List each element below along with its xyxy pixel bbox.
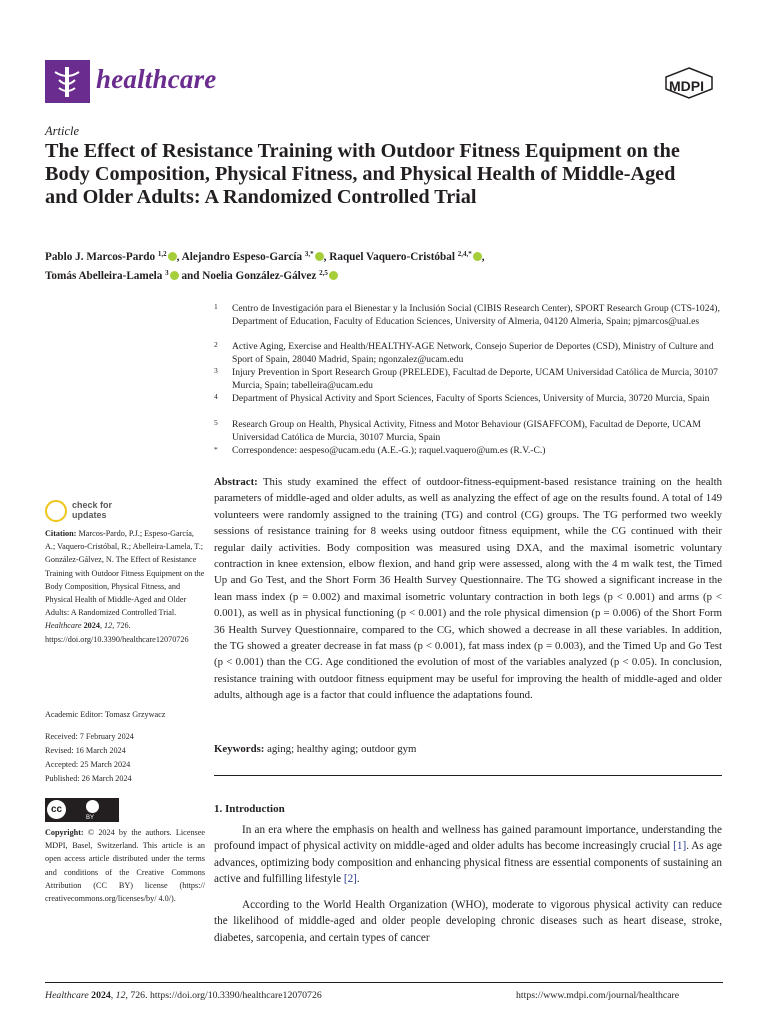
citation-block: Citation: Marcos-Pardo, P.J.; Espeso-García, A.; Vaquero-Cristóbal, R.; Abelleira-Lamela, T.; González-Gálvez, N. The Effect of Resistance Training with Outdoor Fitness Equipment on the Body Composition, Physical Fitness, and Physical Health of Middle-Aged and Older Adults: A Randomized Controlled Trial. Healthcare 2024, 12, 726. https://doi.org/10.3390/healthcare12070726 — [45, 529, 205, 644]
affiliation-text: Centro de Investigación para el Bienestar y la Inclusión Social (CIBIS Research Center), SPORT Research Group (CTS-1024), Department of Education, Faculty of Education Sciences, University of Almeria, 04120 Almeria, Spain; pjmarcos@ual.es — [232, 303, 720, 327]
check-for-updates-label[interactable]: updates — [72, 510, 107, 520]
affiliation-number: 5 — [214, 418, 218, 427]
affiliation-number: 2 — [214, 340, 218, 349]
article-type: Article — [45, 124, 80, 138]
footer-citation: Healthcare 2024, 12, 726. https://doi.org/10.3390/healthcare12070726 — [45, 990, 322, 1001]
received-date: Received: 7 February 2024 — [45, 732, 134, 741]
accepted-date: Accepted: 25 March 2024 — [45, 760, 131, 769]
section-heading: 1. Introduction — [214, 803, 285, 815]
citation-doi[interactable]: , 726. https://doi.org/10.3390/healthcare12070726 — [45, 621, 189, 644]
check-for-updates-label[interactable]: check for — [72, 500, 113, 510]
author-name[interactable]: Raquel Vaquero-Cristóbal — [329, 251, 455, 263]
paragraph-text: . — [356, 872, 360, 885]
abstract-label: Abstract: — [214, 476, 258, 488]
caduceus-icon — [45, 60, 90, 103]
orcid-icon[interactable] — [473, 252, 482, 261]
paragraph: According to the World Health Organization (WHO), moderate to vigorous physical activity can reduce the likelihood of middle-aged and older people developing chronic diseases such as heart disease, stroke, diabetes, sarcopenia, and certain types of cancer — [214, 899, 722, 944]
published-date: Published: 26 March 2024 — [45, 774, 132, 783]
journal-logo — [45, 60, 90, 103]
keywords — [214, 743, 722, 755]
revised-date: Revised: 16 March 2024 — [45, 746, 126, 755]
footer-divider — [45, 982, 723, 983]
affiliation-text: Department of Physical Activity and Sport Sciences, Faculty of Sports Sciences, University of Murcia, 30720 Murcia, Spain — [232, 393, 710, 404]
paragraph-text: In an era where the emphasis on health and wellness has gained paramount importance, understanding the profound impact of physical activity on middle-aged and older adults has become increasingly crucial — [214, 824, 722, 853]
author-affiliation-sup: 2,5 — [319, 269, 328, 277]
copyright-block — [45, 826, 205, 905]
keywords-text: aging; healthy aging; outdoor gym — [267, 743, 417, 755]
citation-year: 2024 — [83, 621, 100, 631]
citation-label: Citation: — [45, 529, 77, 538]
author-list: Pablo J. Marcos-Pardo $^{1,2}$ , Alejandro Espeso-García $^{3,*}$ , Raquel Vaquero-Cristóbal $^{2,4,*}$ , Tomás Abelleira-Lamela $^3$ and Noelia González-Gálvez $^{2,5}$ — [45, 250, 485, 282]
orcid-icon[interactable] — [329, 271, 338, 280]
citation-volume: 12 — [104, 621, 113, 631]
footer-journal: Healthcare — [45, 990, 89, 1001]
citation-journal: Healthcare — [45, 621, 82, 631]
affiliation-number: 3 — [214, 366, 218, 375]
copyright-label: Copyright: — [45, 828, 84, 837]
author-name[interactable]: Noelia González-Gálvez — [202, 270, 317, 282]
copyright-text: © 2024 by the authors. Licensee MDPI, Basel, Switzerland. This article is an open access article distributed under the terms and conditions of the Creative Commons Attribution (CC BY) license (https:// creativecommons.org/licenses/by/ 4.0/). — [45, 828, 205, 904]
author-affiliation-sup: 1,2 — [157, 250, 167, 258]
page-title: The Effect of Resistance Training with Outdoor Fitness Equipment on the Body Composition, Physical Fitness, and Physical Health of Middle-Aged and Older Adults: A Randomized Controlled Trial — [45, 140, 680, 208]
cc-icon: cc — [47, 800, 66, 819]
by-label: BY — [86, 815, 95, 821]
check-for-updates-icon[interactable] — [45, 500, 67, 522]
keywords-label: Keywords: — [214, 743, 265, 755]
abstract-text: This study examined the effect of outdoor-fitness-equipment-based resistance training on the health parameters of middle-aged and older adults, as well as analyzing the effect of age on the results found. A total of 149 volunteers were randomly assigned to the training (TG) and control (CG) groups. The TG performed two weekly sessions of resistance training for 8 weeks using outdoor fitness equipment, while the CG continued with their regular daily activities. Body composition was measured using DXA, and the maximal isometric voluntary contraction in knee extension, elbow flexion, and hand grip were assessed, along with the 4 m walk test, the Timed Up and Go Test, and the Short Form 36 Health Survey Questionnaire. The TG showed a significant increase in the lean mass index (p = 0.002) and maximal isometric voluntary contraction in both legs (p < 0.001) and arms (p < 0.001), as well as in physical functioning (p < 0.001) and the role physical dimension (p = 0.006) of the Short Form 36 Health Survey Questionnaire, compared to the CG, which showed a decrease in all these variables. In addition, the TG showed a greater decrease in fat mass (p < 0.001), fat mass index (p = 0.003), and the Timed Up and Go Test (p < 0.001) than the CG. Age conditioned the evolution of most of the variables analyzed (p < 0.05). In conclusion, resistance training with outdoor fitness equipment may be useful for improving the health of middle-aged and older adults, although age is a factor that could influence the adaptations found. — [214, 476, 722, 702]
abstract — [214, 474, 722, 704]
correspondence-text: Correspondence: aespeso@ucam.edu (A.E.-G.); raquel.vaquero@um.es (R.V.-C.) — [232, 445, 546, 456]
affiliation-text: Active Aging, Exercise and Health/HEALTHY-AGE Network, Consejo Superior de Deportes (CSD), Ministry of Culture and Sport of Spain, 28040 Madrid, Spain; ngonzalez@ucam.edu — [232, 341, 714, 365]
affiliation-number: 4 — [214, 392, 218, 401]
paragraph — [214, 822, 722, 887]
journal-name: healthcare — [96, 64, 217, 94]
orcid-icon[interactable] — [315, 252, 324, 261]
person-icon — [86, 800, 99, 813]
affiliation-text: Research Group on Health, Physical Activity, Fitness and Motor Behaviour (GISAFFCOM), Facultad de Deporte, UCAM Universidad Católica de Murcia, 30107 Murcia, Spain — [232, 419, 701, 443]
footer-journal-url[interactable]: https://www.mdpi.com/journal/healthcare — [516, 990, 680, 1001]
author-affiliation-sup: 3 — [165, 269, 169, 277]
orcid-icon[interactable] — [170, 271, 179, 280]
academic-editor: Academic Editor: Tomasz Grzywacz — [45, 710, 166, 719]
author-name[interactable]: Alejandro Espeso-García — [181, 251, 303, 263]
reference-link[interactable]: [1] — [673, 840, 687, 853]
footer-doi-link[interactable]: , 726. https://doi.org/10.3390/healthcare12070726 — [125, 990, 322, 1001]
affiliation-number: 1 — [214, 302, 218, 311]
author-affiliation-sup: 2,4,* — [457, 250, 472, 258]
affiliation-text: Injury Prevention in Sport Research Group (PRELEDE), Facultad de Deporte, UCAM Universidad Católica de Murcia, 30107 Murcia, Spain; tabelleira@ucam.edu — [232, 367, 718, 391]
paragraph-text: . As age advances, optimizing body composition and enhancing physical fitness are essential components of sustaining an active and fulfilling lifestyle — [214, 840, 723, 885]
affiliation-number: * — [214, 445, 218, 454]
author-name[interactable]: Tomás Abelleira-Lamela — [45, 270, 163, 282]
divider — [214, 775, 722, 776]
footer-volume: 12 — [115, 990, 126, 1001]
citation-text: Marcos-Pardo, P.J.; Espeso-García, A.; Vaquero-Cristóbal, R.; Abelleira-Lamela, T.; González-Gálvez, N. The Effect of Resistance Training with Outdoor Fitness Equipment on the Body Composition, Physical Fitness, and Physical Health of Middle-Aged and Older Adults: A Randomized Controlled Trial. — [45, 529, 205, 618]
author-name[interactable]: Pablo J. Marcos-Pardo — [45, 251, 156, 263]
footer-year: 2024 — [91, 990, 111, 1001]
publisher-name: MDPI — [669, 78, 704, 94]
author-affiliation-sup: 3,* — [304, 250, 314, 258]
reference-link[interactable]: [2] — [343, 872, 357, 885]
orcid-icon[interactable] — [168, 252, 177, 261]
